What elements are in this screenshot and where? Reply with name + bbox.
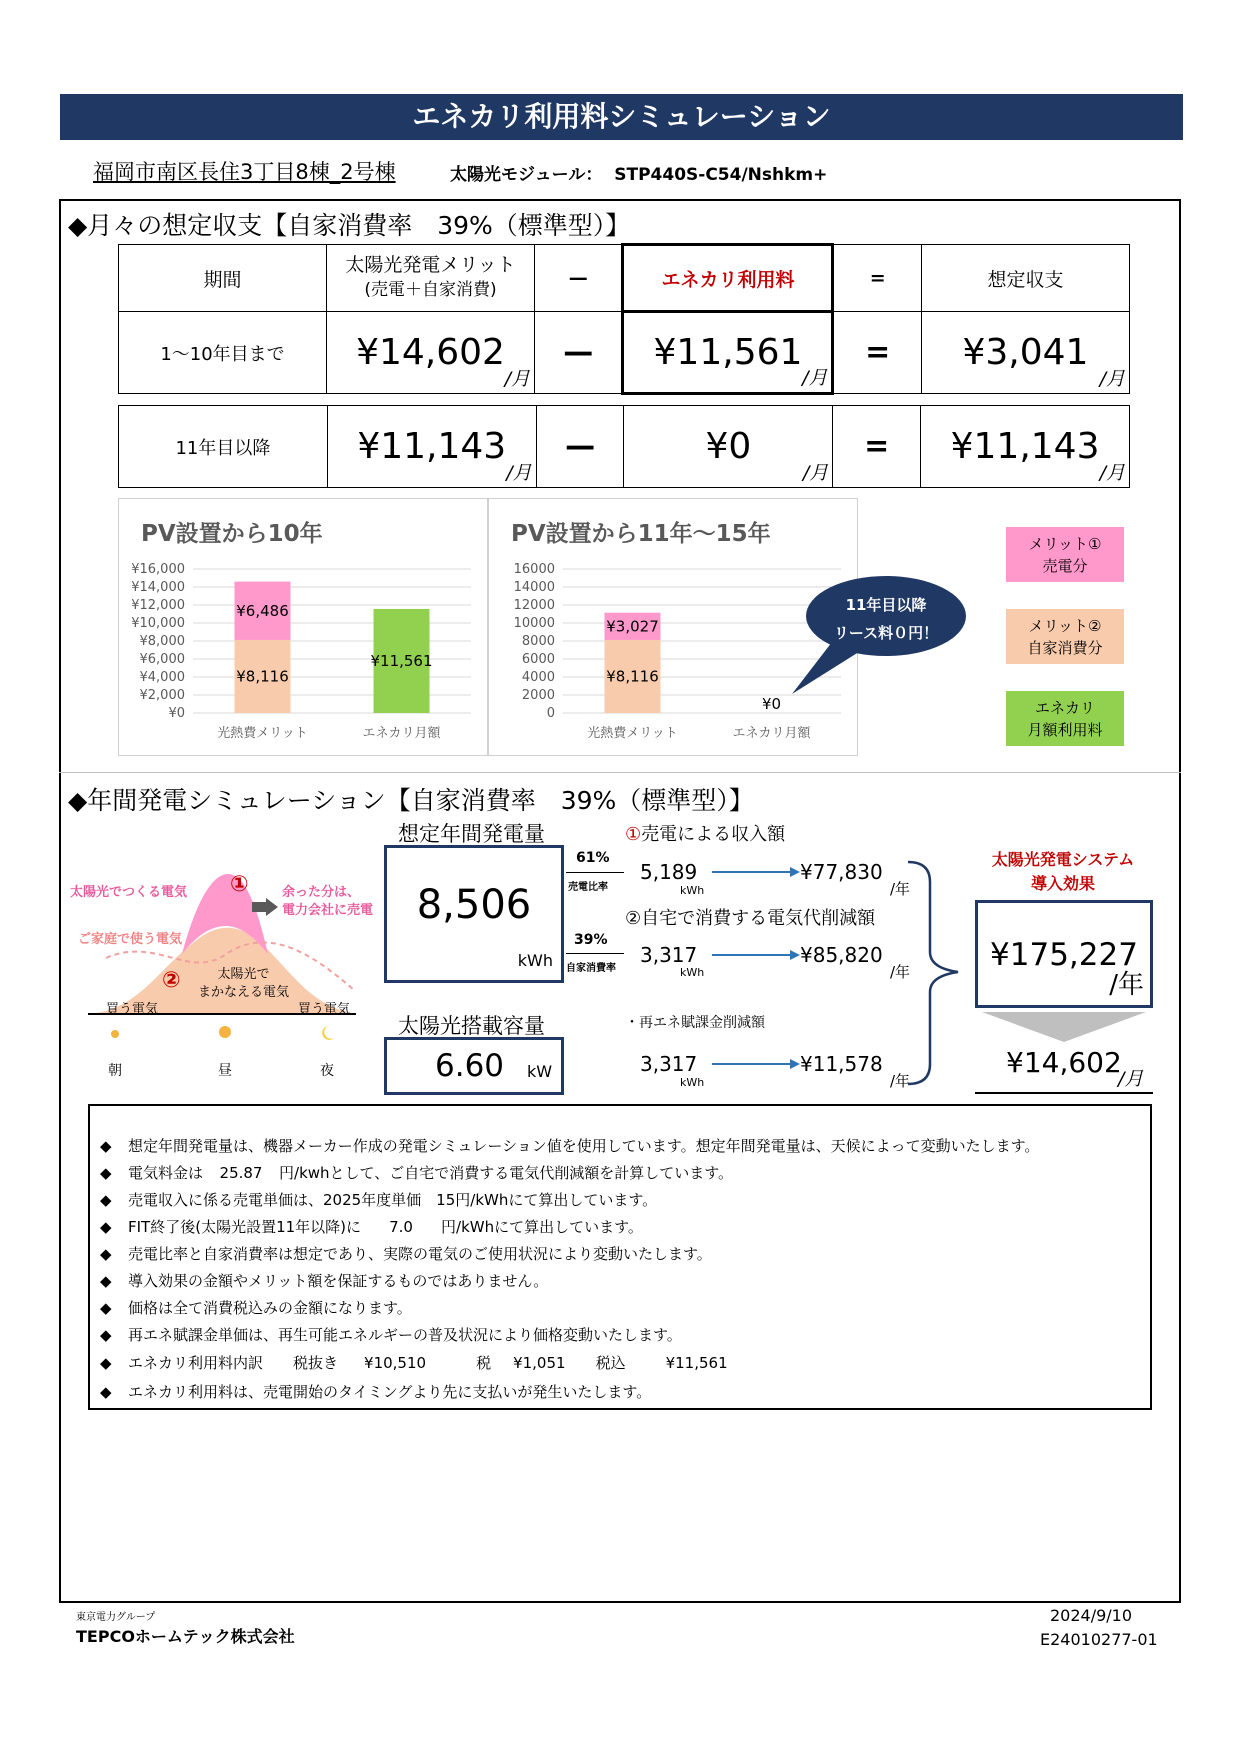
- y-tick-label: ¥10,000: [131, 616, 185, 631]
- bullet: ◆: [100, 1218, 112, 1236]
- hdr-merit-line2: (売電＋自家消費): [364, 280, 497, 300]
- self-title: ②自宅で消費する電気代削減額: [625, 908, 876, 929]
- label-morning: 朝: [108, 1063, 122, 1079]
- sell-ratio: 61%: [576, 850, 610, 866]
- cap-box: [384, 1037, 564, 1095]
- effect-monthly-unit: /月: [1118, 1068, 1144, 1090]
- note-text: 価格は全て消費税込みの金額になります。: [128, 1299, 412, 1317]
- income-kwh: 5,189: [640, 860, 698, 884]
- covered-line1: 太陽光で: [217, 967, 270, 982]
- page-title: エネカリ利用料シミュレーション: [60, 94, 1183, 140]
- monthly-table-after11: [118, 405, 1130, 488]
- legend-item1-line2: 売電分: [1042, 556, 1088, 575]
- note-item: [100, 1189, 657, 1210]
- row1-balance-cell: [921, 312, 1129, 394]
- y-tick-label: ¥16,000: [131, 562, 185, 577]
- hdr-balance: 想定収支: [921, 245, 1129, 312]
- legend-item-self: [1006, 609, 1124, 664]
- flow-arrows: [710, 860, 970, 1090]
- arrow-right-icon: [790, 950, 800, 960]
- row2-fee-cell: [624, 406, 833, 488]
- y-tick-label: ¥8,000: [139, 634, 185, 649]
- ratio-line: [566, 953, 624, 954]
- row1-balance: ¥3,041: [962, 332, 1089, 373]
- data-label: ¥11,561: [370, 651, 433, 670]
- y-tick-label: 0: [546, 706, 555, 721]
- legend-item1-line1: メリット①: [1028, 534, 1102, 553]
- kwh-unit: kWh: [680, 884, 705, 897]
- x-tick-label: 光熱費メリット: [587, 726, 678, 741]
- self-yen: ¥85,820: [800, 943, 883, 967]
- x-tick-label: エネカリ月額: [362, 726, 441, 741]
- sun-icon-morning: [111, 1030, 119, 1038]
- row1-minus: —: [535, 312, 623, 394]
- note-text: FIT終了後(太陽光設置11年以降)に: [128, 1218, 362, 1236]
- hdr-period: 期間: [119, 245, 327, 312]
- note-text: 導入効果の金額やメリット額を保証するものではありません。: [128, 1272, 549, 1290]
- hdr-fee: エネカリ利用料: [623, 245, 833, 312]
- address: 福岡市南区長住3丁目8棟_2号棟: [93, 160, 396, 184]
- data-label: ¥0: [761, 695, 782, 713]
- annual-section-title: ◆年間発電シミュレーション【自家消費率 39%（標準型）】: [68, 786, 754, 815]
- note-text: エネカリ利用料は、売電開始のタイミングより先に支払いが発生いたします。: [128, 1383, 652, 1401]
- moon-icon: [322, 1026, 334, 1040]
- y-tick-label: 2000: [521, 688, 555, 703]
- cap-value: 6.60: [435, 1048, 505, 1084]
- label-night: 夜: [320, 1063, 334, 1079]
- row1-fee: ¥11,561: [653, 332, 803, 373]
- levy-yen: ¥11,578: [800, 1052, 883, 1076]
- down-arrow-icon: [982, 1012, 1146, 1044]
- unit-label: /月: [1099, 368, 1125, 390]
- row1-fee-cell: [623, 312, 833, 394]
- bullet: ◆: [100, 1164, 112, 1182]
- notes-box: [88, 1104, 1152, 1410]
- y-tick-label: ¥4,000: [139, 670, 185, 685]
- hdr-minus: —: [535, 245, 623, 312]
- year-unit: /年: [890, 963, 911, 981]
- label-buy-right: 買う電気: [298, 1002, 351, 1017]
- row2-balance: ¥11,143: [950, 426, 1100, 467]
- hdr-merit-line1: 太陽光発電メリット: [345, 254, 516, 276]
- y-tick-label: ¥6,000: [139, 652, 185, 667]
- label-surplus: [282, 884, 373, 920]
- legend-item3-line2: 月額利用料: [1027, 720, 1103, 739]
- note-item: [100, 1297, 412, 1318]
- module-value: STP440S-C54/Nshkm+: [614, 165, 828, 185]
- arrow-right-icon: [790, 1059, 800, 1069]
- legend-item3-line1: エネカリ: [1034, 698, 1095, 717]
- y-tick-label: 14000: [513, 580, 555, 595]
- brace: [908, 862, 958, 1084]
- note-text: 円/kwhとして、ご自宅で消費する電気代削減額を計算しています。: [279, 1164, 734, 1182]
- sell-ratio-label: 売電比率: [568, 882, 608, 893]
- fee-tax: ¥1,051: [513, 1354, 566, 1372]
- illus-num2: ②: [162, 968, 181, 993]
- callout-line2: リース料０円！: [833, 624, 939, 642]
- unit-label: /月: [506, 462, 532, 484]
- bullet: ◆: [100, 1383, 112, 1401]
- y-tick-label: ¥12,000: [131, 598, 185, 613]
- gen-box: [384, 845, 564, 983]
- unit-label: /月: [802, 462, 829, 484]
- effect-box: [975, 900, 1153, 1008]
- row1-period: 1～10年目まで: [119, 312, 327, 394]
- y-tick-label: 4000: [521, 670, 555, 685]
- kwh-unit: kWh: [680, 1076, 705, 1089]
- callout-text: [810, 591, 962, 647]
- levy-kwh: 3,317: [640, 1052, 698, 1076]
- income-yen: ¥77,830: [800, 860, 883, 884]
- row2-minus: —: [536, 406, 624, 488]
- bullet: ◆: [100, 1326, 112, 1344]
- label-noon: 昼: [218, 1063, 232, 1079]
- chart-10yr-title: PV設置から10年: [141, 521, 323, 547]
- income-title-num: ①: [625, 824, 642, 845]
- note-text: エネカリ利用料内訳: [128, 1354, 264, 1372]
- label-covered: [198, 966, 289, 1002]
- data-label: ¥6,486: [236, 601, 289, 620]
- row1-merit-cell: [327, 312, 535, 394]
- cap-unit: kW: [527, 1062, 553, 1081]
- note-text: 再エネ賦課金単価は、再生可能エネルギーの普及状況により価格変動いたします。: [128, 1326, 682, 1344]
- label-buy-left: 買う電気: [106, 1002, 159, 1017]
- note-text: 税抜き: [293, 1354, 339, 1372]
- footer-group: 東京電力グループ: [76, 1612, 156, 1623]
- note-text: 税: [476, 1354, 492, 1372]
- effect-line1: 太陽光発電システム: [991, 850, 1135, 869]
- row2-fee: ¥0: [705, 426, 752, 467]
- note-text: 税込: [595, 1354, 626, 1372]
- chart-11-15yr-title: PV設置から11年～15年: [511, 521, 771, 547]
- y-tick-label: 16000: [513, 562, 555, 577]
- monthly-table: [118, 243, 1130, 395]
- row1-merit: ¥14,602: [356, 332, 505, 373]
- row1-equals: =: [833, 312, 921, 394]
- note-item: [100, 1381, 651, 1402]
- note-text: 円/kWhにて算出しています。: [441, 1218, 643, 1236]
- y-tick-label: 12000: [513, 598, 555, 613]
- row2-balance-cell: [921, 406, 1130, 488]
- bullet: ◆: [100, 1245, 112, 1263]
- data-label: ¥3,027: [606, 617, 659, 636]
- label-home-use: ご家庭で使う電気: [78, 932, 183, 947]
- legend-item2-line2: 自家消費分: [1027, 638, 1103, 657]
- chart-10yr-plot: [119, 549, 487, 755]
- gen-unit: kWh: [517, 951, 553, 970]
- section-divider: [59, 772, 1181, 773]
- row2-merit-cell: [327, 406, 536, 488]
- note-text: 想定年間発電量は、機器メーカー作成の発電シミュレーション値を使用しています。想定年間発電量は、天候によって変動いたします。: [128, 1137, 1040, 1155]
- data-label: ¥8,116: [606, 667, 659, 686]
- note-item: [100, 1324, 682, 1345]
- hdr-merit: [327, 245, 535, 312]
- chart-10yr: [118, 498, 488, 756]
- effect-title: [970, 848, 1156, 896]
- row2-merit: ¥11,143: [357, 426, 507, 467]
- y-tick-label: 8000: [521, 634, 555, 649]
- note-item: [100, 1243, 712, 1264]
- x-tick-label: 光熱費メリット: [217, 726, 308, 741]
- effect-yen: ¥175,227: [990, 937, 1138, 973]
- label-solar-made: 太陽光でつくる電気: [70, 885, 188, 900]
- gen-value: 8,506: [416, 882, 532, 928]
- income-title: [625, 820, 785, 846]
- legend-item2-line1: メリット②: [1028, 616, 1102, 635]
- callout-line1: 11年目以降: [845, 596, 927, 614]
- x-tick-label: エネカリ月額: [732, 726, 811, 741]
- cap-label: 太陽光搭載容量: [398, 1014, 545, 1038]
- bullet: ◆: [100, 1272, 112, 1290]
- note-item: [100, 1270, 548, 1291]
- income-title-text: 売電による収入額: [641, 824, 786, 845]
- note-item: [100, 1216, 643, 1237]
- note-item: [100, 1135, 1039, 1156]
- note-text: 売電比率と自家消費率は想定であり、実際の電気のご使用状況により変動いたします。: [128, 1245, 712, 1263]
- post-fit-rate: 7.0: [389, 1218, 413, 1236]
- bullet: ◆: [100, 1137, 112, 1155]
- year-unit: /年: [890, 1072, 911, 1090]
- effect-unit: /年: [1109, 970, 1144, 1000]
- kwh-unit: kWh: [680, 966, 705, 979]
- surplus-line2: 電力会社に売電: [282, 903, 374, 918]
- ratio-line: [566, 872, 624, 873]
- levy-title: ・再エネ賦課金削減額: [625, 1015, 765, 1031]
- sun-icon-noon: [219, 1026, 231, 1038]
- footer-company: TEPCOホームテック株式会社: [76, 1627, 295, 1646]
- note-item: [100, 1352, 728, 1373]
- note-item: [100, 1162, 733, 1183]
- surplus-line1: 余った分は、: [282, 885, 361, 900]
- y-tick-label: ¥0: [168, 706, 185, 721]
- note-text: 売電収入に係る売電単価は、2025年度単価 15円/kWhにて算出しています。: [128, 1191, 658, 1209]
- data-label: ¥8,116: [236, 667, 289, 686]
- arrow-right-icon: [790, 867, 800, 877]
- effect-monthly-yen: ¥14,602: [1006, 1046, 1122, 1079]
- y-tick-label: ¥2,000: [139, 688, 185, 703]
- y-tick-label: ¥14,000: [131, 580, 185, 595]
- self-ratio-label: 自家消費率: [566, 963, 616, 974]
- bullet: ◆: [100, 1354, 112, 1372]
- unit-label: /月: [504, 368, 531, 390]
- module-label: 太陽光モジュール：: [450, 165, 603, 185]
- underline: [975, 1092, 1153, 1094]
- self-ratio: 39%: [574, 932, 608, 948]
- legend-item-sell: [1006, 527, 1124, 582]
- year-unit: /年: [890, 880, 911, 898]
- self-kwh: 3,317: [640, 943, 698, 967]
- legend-item-fee: [1006, 691, 1124, 746]
- effect-line2: 導入効果: [1030, 874, 1095, 893]
- fee-excl-tax: ¥10,510: [364, 1354, 427, 1372]
- hdr-equals: =: [833, 245, 921, 312]
- footer-date: 2024/9/10: [1050, 1606, 1133, 1625]
- bullet: ◆: [100, 1299, 112, 1317]
- electricity-rate: 25.87: [219, 1164, 263, 1182]
- footer-doc-id: E24010277-01: [1040, 1630, 1158, 1649]
- unit-label: /月: [802, 367, 828, 389]
- y-tick-label: 10000: [513, 616, 555, 631]
- unit-label: /月: [1099, 462, 1125, 484]
- illus-num1: ①: [230, 872, 249, 897]
- gen-label: 想定年間発電量: [398, 822, 545, 846]
- bullet: ◆: [100, 1191, 112, 1209]
- monthly-section-title: ◆月々の想定収支【自家消費率 39%（標準型）】: [68, 211, 631, 240]
- table-row: [119, 312, 1130, 394]
- table-row: [119, 406, 1130, 488]
- covered-line2: まかなえる電気: [198, 985, 290, 1000]
- y-tick-label: 6000: [521, 652, 555, 667]
- fee-incl-tax: ¥11,561: [665, 1354, 728, 1372]
- row2-equals: =: [833, 406, 921, 488]
- module-info: [450, 160, 827, 185]
- row2-period: 11年目以降: [119, 406, 328, 488]
- note-text: 電気料金は: [128, 1164, 204, 1182]
